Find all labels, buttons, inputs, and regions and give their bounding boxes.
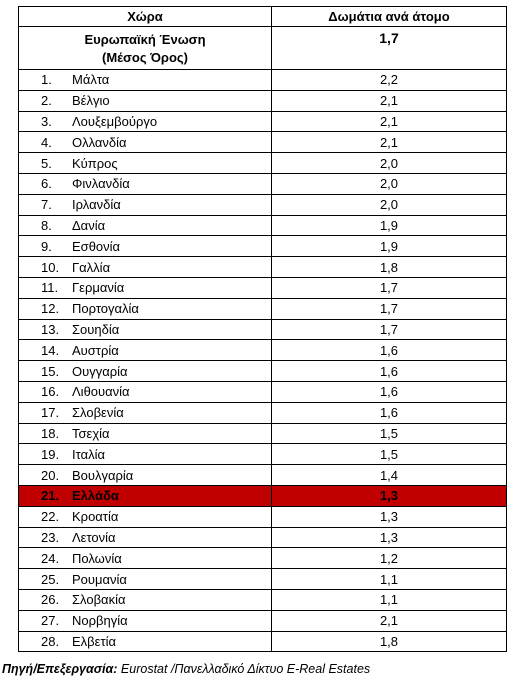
table-row — [19, 569, 507, 590]
country-name: Ουγγαρία — [72, 363, 128, 379]
rank-number: 7. — [41, 197, 52, 213]
country-cell — [19, 277, 272, 298]
country-cell — [19, 361, 272, 382]
rooms-per-person-value: 1,7 — [272, 277, 507, 298]
rank-number: 16. — [41, 384, 60, 400]
country-name: Γερμανία — [72, 280, 125, 296]
country-name: Μάλτα — [72, 72, 110, 88]
rooms-per-person-value: 1,1 — [272, 589, 507, 610]
country-cell — [19, 444, 272, 465]
source-label: Πηγή/Επεξεργασία: — [2, 662, 118, 676]
country-cell — [19, 257, 272, 278]
table-row — [19, 132, 507, 153]
country-cell — [19, 132, 272, 153]
rank-number: 18. — [41, 425, 60, 441]
header-rooms-per-person: Δωμάτια ανά άτομο — [272, 7, 507, 27]
table-row — [19, 548, 507, 569]
table-row — [19, 70, 507, 91]
country-cell — [19, 527, 272, 548]
table-row — [19, 215, 507, 236]
rank-number: 20. — [41, 467, 60, 483]
country-name: Λιθουανία — [72, 384, 130, 400]
rooms-per-person-value: 1,2 — [272, 548, 507, 569]
rooms-per-person-value: 1,7 — [272, 319, 507, 340]
rank-number: 5. — [41, 155, 52, 171]
table-row — [19, 610, 507, 631]
country-cell — [19, 548, 272, 569]
rank-number: 15. — [41, 363, 60, 379]
rooms-per-person-value: 2,1 — [272, 111, 507, 132]
rank-number: 22. — [41, 509, 60, 525]
rank-number: 10. — [41, 259, 60, 275]
rank-number: 17. — [41, 405, 60, 421]
country-cell — [19, 423, 272, 444]
country-name: Κύπρος — [72, 155, 118, 171]
table-row — [19, 361, 507, 382]
country-name: Σλοβενία — [72, 405, 124, 421]
country-cell — [19, 340, 272, 361]
rooms-per-person-value: 1,3 — [272, 485, 507, 506]
table-row — [19, 277, 507, 298]
country-cell — [19, 381, 272, 402]
country-cell — [19, 485, 272, 506]
rooms-per-person-value: 1,6 — [272, 340, 507, 361]
table-row-highlighted — [19, 485, 507, 506]
eu-average-name-line2: (Μέσος Όρος) — [101, 49, 189, 65]
country-name: Γαλλία — [72, 259, 111, 275]
rooms-per-person-value: 1,5 — [272, 423, 507, 444]
table-row — [19, 444, 507, 465]
country-name: Λετονία — [72, 529, 116, 545]
table-body — [19, 27, 507, 652]
table-row — [19, 111, 507, 132]
country-name: Φινλανδία — [72, 176, 130, 192]
country-name: Πορτογαλία — [72, 301, 139, 317]
table-row — [19, 381, 507, 402]
country-name: Ιταλία — [72, 446, 105, 462]
table-row — [19, 173, 507, 194]
rooms-per-person-value: 2,0 — [272, 173, 507, 194]
rooms-per-person-value: 1,6 — [272, 402, 507, 423]
country-cell — [19, 194, 272, 215]
rank-number: 4. — [41, 134, 52, 150]
rank-number: 2. — [41, 93, 52, 109]
table-row — [19, 527, 507, 548]
country-cell — [19, 153, 272, 174]
rank-number: 28. — [41, 633, 60, 649]
rooms-per-person-value: 1,1 — [272, 569, 507, 590]
country-name: Εσθονία — [72, 238, 121, 254]
country-cell — [19, 111, 272, 132]
country-name: Δανία — [72, 217, 106, 233]
country-cell — [19, 215, 272, 236]
table-row — [19, 298, 507, 319]
rooms-per-person-value: 2,1 — [272, 132, 507, 153]
country-name: Ελβετία — [72, 633, 116, 649]
table-header-row — [19, 7, 507, 27]
country-name: Αυστρία — [72, 342, 119, 358]
country-cell — [19, 70, 272, 91]
source-text: Eurostat /Πανελλαδικό Δίκτυο E-Real Estates — [117, 662, 371, 676]
country-cell — [19, 506, 272, 527]
country-name: Νορβηγία — [72, 613, 128, 629]
rank-number: 9. — [41, 238, 52, 254]
rooms-per-person-value: 1,7 — [272, 298, 507, 319]
rooms-per-person-value: 1,8 — [272, 631, 507, 652]
country-cell — [19, 569, 272, 590]
rooms-per-person-value: 1,9 — [272, 215, 507, 236]
rooms-per-person-value: 1,6 — [272, 381, 507, 402]
rooms-per-person-value: 1,3 — [272, 527, 507, 548]
rank-number: 11. — [41, 280, 59, 296]
rank-number: 24. — [41, 550, 60, 566]
table-row — [19, 153, 507, 174]
rank-number: 6. — [41, 176, 52, 192]
table-row — [19, 236, 507, 257]
table-row — [19, 257, 507, 278]
table-row — [19, 506, 507, 527]
table-row — [19, 194, 507, 215]
country-cell — [19, 610, 272, 631]
country-cell — [19, 173, 272, 194]
header-country: Χώρα — [19, 7, 272, 27]
rank-number: 23. — [41, 529, 60, 545]
table-row — [19, 319, 507, 340]
rooms-per-person-value: 2,1 — [272, 90, 507, 111]
eu-average-row — [19, 27, 507, 70]
rank-number: 25. — [41, 571, 60, 587]
country-name: Βουλγαρία — [72, 467, 134, 483]
country-name: Σουηδία — [72, 321, 120, 337]
table-row — [19, 90, 507, 111]
rooms-per-person-value: 2,0 — [272, 153, 507, 174]
rank-number: 27. — [41, 613, 60, 629]
rooms-per-person-value: 1,5 — [272, 444, 507, 465]
rooms-per-person-value: 1,3 — [272, 506, 507, 527]
eu-average-name-line1: Ευρωπαϊκή Ένωση — [84, 31, 206, 47]
rank-number: 12. — [41, 301, 60, 317]
country-name: Ελλάδα — [72, 488, 119, 504]
rooms-per-person-table — [18, 6, 507, 652]
rooms-per-person-value: 1,4 — [272, 465, 507, 486]
table-row — [19, 340, 507, 361]
country-cell — [19, 236, 272, 257]
rank-number: 8. — [41, 217, 52, 233]
eu-average-name — [19, 27, 272, 70]
country-cell — [19, 319, 272, 340]
country-name: Τσεχία — [72, 425, 110, 441]
country-cell — [19, 298, 272, 319]
country-name: Ολλανδία — [72, 134, 127, 150]
country-cell — [19, 631, 272, 652]
country-cell — [19, 589, 272, 610]
eu-average-value: 1,7 — [272, 27, 507, 70]
rank-number: 19. — [41, 446, 60, 462]
country-cell — [19, 402, 272, 423]
rank-number: 3. — [41, 113, 52, 129]
rank-number: 21. — [41, 488, 60, 504]
rank-number: 14. — [41, 342, 60, 358]
table-row — [19, 402, 507, 423]
country-name: Λουξεμβούργο — [72, 113, 158, 129]
table-row — [19, 589, 507, 610]
country-cell — [19, 465, 272, 486]
country-name: Σλοβακία — [72, 592, 126, 608]
table-row — [19, 631, 507, 652]
rank-number: 26. — [41, 592, 60, 608]
rooms-per-person-value: 2,2 — [272, 70, 507, 91]
country-name: Ρουμανία — [72, 571, 127, 587]
table-row — [19, 423, 507, 444]
country-name: Πολωνία — [72, 550, 122, 566]
rooms-per-person-value: 2,0 — [272, 194, 507, 215]
country-cell — [19, 90, 272, 111]
rooms-per-person-value: 2,1 — [272, 610, 507, 631]
rank-number: 13. — [41, 321, 60, 337]
source-note — [2, 662, 370, 676]
rooms-per-person-value: 1,9 — [272, 236, 507, 257]
table-row — [19, 465, 507, 486]
rooms-per-person-value: 1,6 — [272, 361, 507, 382]
country-name: Κροατία — [72, 509, 119, 525]
country-name: Βέλγιο — [72, 93, 110, 109]
rank-number: 1. — [41, 72, 52, 88]
country-name: Ιρλανδία — [72, 197, 121, 213]
rooms-per-person-value: 1,8 — [272, 257, 507, 278]
